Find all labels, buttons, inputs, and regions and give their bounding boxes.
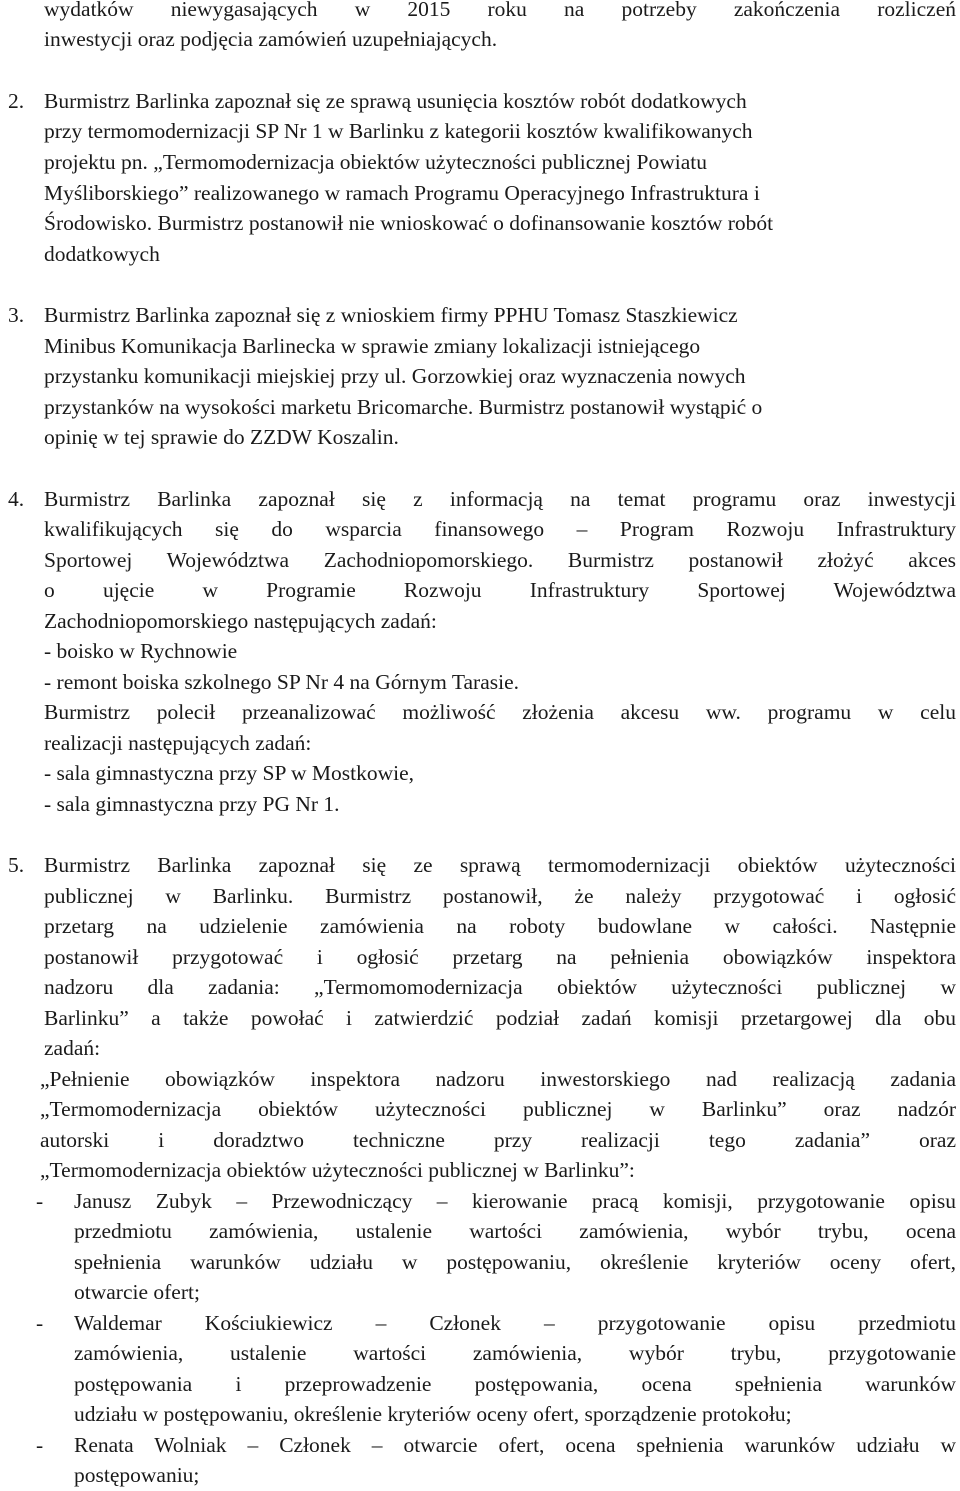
text-line: przystanku komunikacji miejskiej przy ul. Gorzowkiej oraz wyznaczenia nowych bbox=[44, 364, 746, 388]
text-line: wydatków niewygasających w 2015 roku na potrzeby zakończenia rozliczeń bbox=[44, 0, 956, 21]
text-line: o ujęcie w Programie Rozwoju Infrastruktury Sportowej Województwa bbox=[44, 578, 956, 602]
member-line: Renata Wolniak – Członek – otwarcie ofert, ocena spełnienia warunków udziału w bbox=[74, 1433, 956, 1457]
text-line: Burmistrz Barlinka zapoznał się ze sprawą termomodernizacji obiektów użyteczności bbox=[44, 853, 956, 877]
text-line: Sportowej Województwa Zachodniopomorskiego. Burmistrz postanowił złożyć akces bbox=[44, 548, 956, 572]
item-number: 4. bbox=[8, 487, 25, 511]
text-line: projektu pn. „Termomodernizacja obiektów użyteczności publicznej Powiatu bbox=[44, 150, 707, 174]
member-line: Janusz Zubyk – Przewodniczący – kierowanie pracą komisji, przygotowanie opisu bbox=[74, 1189, 956, 1213]
quote-line: „Termomodernizacja obiektów użyteczności publicznej w Barlinku”: bbox=[40, 1158, 635, 1182]
item-number: 3. bbox=[8, 303, 25, 327]
member-line: postępowania i przeprowadzenie postępowania, ocena spełnienia warunków bbox=[74, 1372, 956, 1396]
text-line: Burmistrz Barlinka zapoznał się z informacją na temat programu oraz inwestycji bbox=[44, 487, 956, 511]
text-line: - boisko w Rychnowie bbox=[44, 639, 238, 663]
text-line: Burmistrz polecił przeanalizować możliwość złożenia akcesu ww. programu w celu bbox=[44, 700, 956, 724]
member-line: zamówienia, ustalenie wartości zamówienia, wybór trybu, przygotowanie bbox=[74, 1341, 956, 1365]
text-line: - sala gimnastyczna przy PG Nr 1. bbox=[44, 792, 340, 816]
member-dash: - bbox=[36, 1433, 44, 1457]
member-dash: - bbox=[36, 1311, 44, 1335]
text-line: nadzoru dla zadania: „Termomomodernizacja obiektów użyteczności publicznej w bbox=[44, 975, 956, 999]
text-line: Burmistrz Barlinka zapoznał się z wnioskiem firmy PPHU Tomasz Staszkiewicz bbox=[44, 303, 738, 327]
text-line: przetarg na udzielenie zamówienia na roboty budowlane w całości. Następnie bbox=[44, 914, 956, 938]
text-line: publicznej w Barlinku. Burmistrz postanowił, że należy przygotować i ogłosić bbox=[44, 884, 956, 908]
member-line: udziału w postępowaniu, określenie kryteriów oceny ofert, sporządzenie protokołu; bbox=[74, 1402, 792, 1426]
member-line: przedmiotu zamówienia, ustalenie wartości zamówienia, wybór trybu, ocena bbox=[74, 1219, 956, 1243]
text-line: realizacji następujących zadań: bbox=[44, 731, 312, 755]
item-number: 5. bbox=[8, 853, 25, 877]
text-line: przystanków na wysokości marketu Bricomarche. Burmistrz postanowił wystąpić o bbox=[44, 395, 763, 419]
text-line: Środowisko. Burmistrz postanowił nie wnioskować o dofinansowanie kosztów robót bbox=[44, 211, 774, 235]
text-line: Myśliborskiego” realizowanego w ramach Programu Operacyjnego Infrastruktura i bbox=[44, 181, 760, 205]
text-line: zadań: bbox=[44, 1036, 101, 1060]
text-line: kwalifikujących się do wsparcia finansowego – Program Rozwoju Infrastruktury bbox=[44, 517, 956, 541]
text-line: Burmistrz Barlinka zapoznał się ze sprawą usunięcia kosztów robót dodatkowych bbox=[44, 89, 747, 113]
member-line: Waldemar Kościukiewicz – Członek – przygotowanie opisu przedmiotu bbox=[74, 1311, 956, 1335]
text-line: - remont boiska szkolnego SP Nr 4 na Górnym Tarasie. bbox=[44, 670, 519, 694]
text-line: Zachodniopomorskiego następujących zadań: bbox=[44, 609, 437, 633]
item-number: 2. bbox=[8, 89, 25, 113]
quote-line: autorski i doradztwo techniczne przy realizacji tego zadania” oraz bbox=[40, 1128, 956, 1152]
member-line: otwarcie ofert; bbox=[74, 1280, 200, 1304]
text-line: Barlinku” a także powołać i zatwierdzić podział zadań komisji przetargowej dla obu bbox=[44, 1006, 956, 1030]
member-line: spełnienia warunków udziału w postępowaniu, określenie kryteriów oceny ofert, bbox=[74, 1250, 956, 1274]
text-line: - sala gimnastyczna przy SP w Mostkowie, bbox=[44, 761, 415, 785]
member-dash: - bbox=[36, 1189, 44, 1213]
quote-line: „Pełnienie obowiązków inspektora nadzoru inwestorskiego nad realizacją zadania bbox=[40, 1067, 956, 1091]
text-line: Minibus Komunikacja Barlinecka w sprawie zmiany lokalizacji istniejącego bbox=[44, 334, 701, 358]
text-line: inwestycji oraz podjęcia zamówień uzupełniających. bbox=[44, 27, 498, 51]
text-line: dodatkowych bbox=[44, 242, 160, 266]
text-line: przy termomodernizacji SP Nr 1 w Barlinku z kategorii kosztów kwalifikowanych bbox=[44, 119, 753, 143]
text-line: postanowił przygotować i ogłosić przetarg na pełnienia obowiązków inspektora bbox=[44, 945, 956, 969]
member-line: postępowaniu; bbox=[74, 1463, 200, 1487]
text-line: opinię w tej sprawie do ZZDW Koszalin. bbox=[44, 425, 399, 449]
quote-line: „Termomodernizacja obiektów użyteczności publicznej w Barlinku” oraz nadzór bbox=[40, 1097, 956, 1121]
